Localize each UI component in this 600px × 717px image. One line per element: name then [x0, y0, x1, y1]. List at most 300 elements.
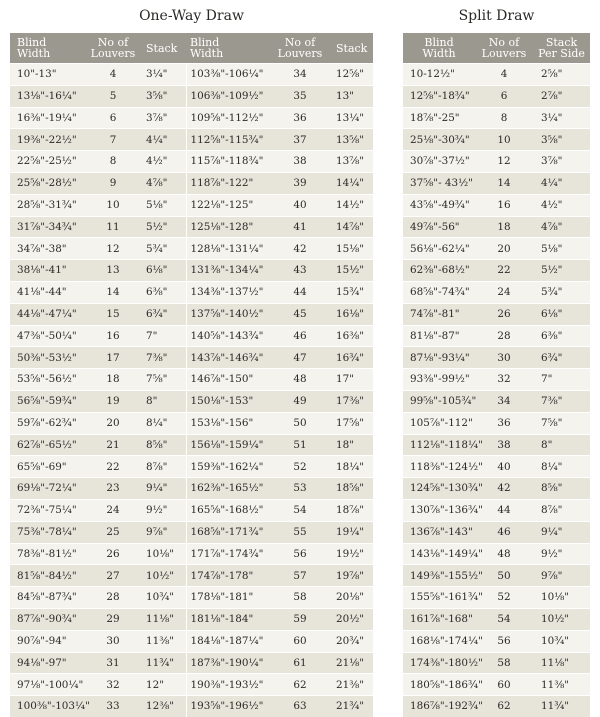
blind-width-cell: 136⅞"-143"	[403, 521, 475, 543]
stack-per-side-cell: 8"	[533, 434, 590, 456]
blind-width-cell: 34⅞"-38"	[10, 238, 88, 260]
table-row	[403, 565, 590, 587]
blind-width-cell: 78⅜"-81½"	[10, 543, 88, 565]
blind-width-cell: 187⅜"-190¼"	[186, 652, 272, 674]
stack-cell: 19½"	[328, 543, 373, 565]
louvers-cell: 36	[475, 412, 533, 434]
stack-cell: 16¾"	[328, 347, 373, 369]
blind-width-cell: 174⅞"-178"	[186, 565, 272, 587]
blind-width-cell: 150⅛"-153"	[186, 390, 272, 412]
louvers-cell: 4	[475, 64, 533, 86]
stack-cell: 13¼"	[328, 107, 373, 129]
table-row	[403, 216, 590, 238]
louvers-cell: 38	[272, 151, 328, 173]
stack-per-side-cell: 8⅞"	[533, 499, 590, 521]
stack-cell: 5¾"	[138, 238, 186, 260]
blind-width-cell: 106⅜"-109½"	[186, 85, 272, 107]
blind-width-cell: 81⅝"-84½"	[10, 565, 88, 587]
stack-per-side-cell: 9¼"	[533, 521, 590, 543]
louvers-cell: 62	[272, 674, 328, 696]
blind-width-cell: 180⅝"-186¾"	[403, 674, 475, 696]
stack-cell: 17⅜"	[328, 390, 373, 412]
table-row	[403, 412, 590, 434]
stack-per-side-cell: 6⅜"	[533, 325, 590, 347]
table-row	[10, 281, 373, 303]
stack-cell: 3⅞"	[138, 107, 186, 129]
table-row	[403, 478, 590, 500]
table-row	[403, 172, 590, 194]
table-row	[10, 325, 373, 347]
blind-width-cell: 143⅛"-149¼"	[403, 543, 475, 565]
louvers-cell: 6	[475, 85, 533, 107]
stack-per-side-cell: 5½"	[533, 260, 590, 282]
louvers-header: No of Louvers	[475, 33, 533, 64]
louvers-cell: 20	[88, 412, 138, 434]
louvers-cell: 43	[272, 260, 328, 282]
blind-width-cell: 165⅝"-168½"	[186, 499, 272, 521]
blind-width-cell: 161⅞"-168"	[403, 608, 475, 630]
blind-width-cell: 53⅝"-56½"	[10, 369, 88, 391]
blind-width-cell: 56⅝"-59¾"	[10, 390, 88, 412]
louvers-cell: 8	[475, 107, 533, 129]
table-row	[403, 696, 590, 717]
table-row	[403, 543, 590, 565]
louvers-cell: 7	[88, 129, 138, 151]
table-row	[10, 608, 373, 630]
table-row	[10, 412, 373, 434]
blind-width-cell: 153⅛"-156"	[186, 412, 272, 434]
louvers-cell: 18	[88, 369, 138, 391]
stack-per-side-cell: 5¾"	[533, 281, 590, 303]
stack-cell: 14¼"	[328, 172, 373, 194]
blind-width-cell: 43⅝"-49¾"	[403, 194, 475, 216]
table-row	[403, 587, 590, 609]
louvers-cell: 6	[88, 107, 138, 129]
louvers-cell: 12	[88, 238, 138, 260]
stack-cell: 7⅜"	[138, 347, 186, 369]
blind-width-cell: 174⅜"-180½"	[403, 652, 475, 674]
louvers-cell: 23	[88, 478, 138, 500]
louvers-cell: 54	[475, 608, 533, 630]
stack-per-side-cell: 5⅛"	[533, 238, 590, 260]
stack-cell: 11¾"	[138, 652, 186, 674]
table-row	[403, 369, 590, 391]
stack-cell: 10½"	[138, 565, 186, 587]
blind-width-cell: 30⅞"-37½"	[403, 151, 475, 173]
louvers-cell: 36	[272, 107, 328, 129]
louvers-cell: 18	[475, 216, 533, 238]
louvers-cell: 56	[272, 543, 328, 565]
stack-cell: 10¾"	[138, 587, 186, 609]
louvers-header: No of Louvers	[88, 33, 138, 64]
blind-width-cell: 103⅜"-106¼"	[186, 64, 272, 86]
table-row	[10, 238, 373, 260]
blind-width-cell: 118⅞"-122"	[186, 172, 272, 194]
stack-cell: 5⅛"	[138, 194, 186, 216]
table-row	[10, 696, 373, 717]
stack-per-side-cell: 4¼"	[533, 172, 590, 194]
louvers-cell: 20	[475, 238, 533, 260]
table-row	[10, 64, 373, 86]
table-header-row	[10, 33, 373, 64]
stack-cell: 14½"	[328, 194, 373, 216]
blind-width-cell: 115⅞"-118¾"	[186, 151, 272, 173]
blind-width-cell: 118⅜"-124½"	[403, 456, 475, 478]
louvers-cell: 14	[475, 172, 533, 194]
blind-width-cell: 140⅝"-143¾"	[186, 325, 272, 347]
stack-cell: 4½"	[138, 151, 186, 173]
table-row	[10, 347, 373, 369]
louvers-cell: 44	[272, 281, 328, 303]
stack-cell: 12"	[138, 674, 186, 696]
stack-cell: 6⅜"	[138, 281, 186, 303]
louvers-cell: 48	[272, 369, 328, 391]
louvers-cell: 14	[88, 281, 138, 303]
blind-width-cell: 93⅜"-99½"	[403, 369, 475, 391]
blind-width-cell: 56⅛"-62¼"	[403, 238, 475, 260]
table-row	[10, 543, 373, 565]
table-row	[10, 630, 373, 652]
stack-per-side-cell: 9⅞"	[533, 565, 590, 587]
blind-width-header: Blind Width	[186, 33, 272, 64]
louvers-cell: 12	[475, 151, 533, 173]
table-row	[10, 216, 373, 238]
louvers-cell: 45	[272, 303, 328, 325]
louvers-cell: 51	[272, 434, 328, 456]
blind-width-cell: 155⅝"-161¾"	[403, 587, 475, 609]
table-row	[403, 674, 590, 696]
louvers-cell: 15	[88, 303, 138, 325]
louvers-cell: 32	[475, 369, 533, 391]
stack-cell: 18¼"	[328, 456, 373, 478]
table-row	[403, 85, 590, 107]
stack-per-side-cell: 6¾"	[533, 347, 590, 369]
table-row	[10, 390, 373, 412]
blind-width-cell: 44⅛"-47¼"	[10, 303, 88, 325]
blind-width-cell: 112⅛"-118¼"	[403, 434, 475, 456]
blind-width-cell: 159⅜"-162¼"	[186, 456, 272, 478]
louvers-cell: 41	[272, 216, 328, 238]
blind-width-cell: 130⅞"-136¾"	[403, 499, 475, 521]
table-row	[10, 303, 373, 325]
stack-per-side-cell: 6⅛"	[533, 303, 590, 325]
louvers-cell: 44	[475, 499, 533, 521]
blind-width-header: Blind Width	[10, 33, 88, 64]
blind-width-header: Blind Width	[403, 33, 475, 64]
blind-width-cell: 193⅝"-196½"	[186, 696, 272, 717]
stack-cell: 19¼"	[328, 521, 373, 543]
table-row	[10, 172, 373, 194]
blind-width-cell: 122⅛"-125"	[186, 194, 272, 216]
table-row	[10, 521, 373, 543]
blind-width-cell: 146⅞"-150"	[186, 369, 272, 391]
table-row	[403, 499, 590, 521]
louvers-cell: 26	[88, 543, 138, 565]
blind-width-cell: 168⅝"-171¾"	[186, 521, 272, 543]
louvers-cell: 40	[475, 456, 533, 478]
stack-cell: 12⅝"	[328, 64, 373, 86]
table-row	[403, 238, 590, 260]
louvers-cell: 42	[475, 478, 533, 500]
blind-width-cell: 72⅜"-75¼"	[10, 499, 88, 521]
stack-per-side-cell: 2⅝"	[533, 64, 590, 86]
stack-per-side-cell: 11¾"	[533, 696, 590, 717]
blind-width-cell: 81⅛"-87"	[403, 325, 475, 347]
blind-width-cell: 10-12½"	[403, 64, 475, 86]
blind-width-cell: 156⅛"-159¼"	[186, 434, 272, 456]
blind-width-cell: 41⅛"-44"	[10, 281, 88, 303]
table-row	[403, 281, 590, 303]
stack-cell: 4⅞"	[138, 172, 186, 194]
louvers-cell: 5	[88, 85, 138, 107]
table-row	[10, 652, 373, 674]
stack-cell: 11⅜"	[138, 630, 186, 652]
louvers-cell: 58	[475, 652, 533, 674]
louvers-cell: 40	[272, 194, 328, 216]
stack-cell: 8⅝"	[138, 434, 186, 456]
louvers-cell: 50	[475, 565, 533, 587]
blind-width-cell: 162⅜"-165½"	[186, 478, 272, 500]
louvers-cell: 31	[88, 652, 138, 674]
blind-width-cell: 112⅝"-115¾"	[186, 129, 272, 151]
blind-width-cell: 68⅝"-74¾"	[403, 281, 475, 303]
stack-per-side-cell: 3⅞"	[533, 151, 590, 173]
blind-width-cell: 149⅜"-155½"	[403, 565, 475, 587]
blind-width-cell: 171⅞"-174¾"	[186, 543, 272, 565]
blind-width-cell: 90⅞"-94"	[10, 630, 88, 652]
stack-per-side-cell: 7⅜"	[533, 390, 590, 412]
louvers-cell: 47	[272, 347, 328, 369]
table-row	[403, 64, 590, 86]
stack-per-side-cell: 7"	[533, 369, 590, 391]
blind-width-cell: 18⅞"-25"	[403, 107, 475, 129]
stack-cell: 17"	[328, 369, 373, 391]
stack-per-side-cell: 4½"	[533, 194, 590, 216]
blind-width-cell: 128⅛"-131¼"	[186, 238, 272, 260]
stack-cell: 15⅛"	[328, 238, 373, 260]
louvers-cell: 9	[88, 172, 138, 194]
stack-per-side-cell: 8⅝"	[533, 478, 590, 500]
blind-width-cell: 87⅞"-90¾"	[10, 608, 88, 630]
blind-width-cell: 13⅛"-16¼"	[10, 85, 88, 107]
louvers-cell: 27	[88, 565, 138, 587]
louvers-cell: 30	[88, 630, 138, 652]
table-row	[10, 565, 373, 587]
stack-per-side-cell: 9½"	[533, 543, 590, 565]
louvers-cell: 24	[88, 499, 138, 521]
stack-per-side-header: Stack Per Side	[533, 33, 590, 64]
stack-per-side-cell: 2⅞"	[533, 85, 590, 107]
louvers-cell: 8	[88, 151, 138, 173]
stack-cell: 21⅛"	[328, 652, 373, 674]
louvers-cell: 17	[88, 347, 138, 369]
louvers-cell: 22	[475, 260, 533, 282]
table-row	[403, 347, 590, 369]
louvers-cell: 52	[475, 587, 533, 609]
one-way-draw-title: One-Way Draw	[139, 8, 244, 24]
blind-width-cell: 87⅛"-93¼"	[403, 347, 475, 369]
blind-width-cell: 25⅝"-28½"	[10, 172, 88, 194]
stack-cell: 11⅛"	[138, 608, 186, 630]
blind-width-cell: 134⅜"-137½"	[186, 281, 272, 303]
louvers-cell: 60	[272, 630, 328, 652]
stack-cell: 7⅝"	[138, 369, 186, 391]
louvers-cell: 61	[272, 652, 328, 674]
louvers-cell: 37	[272, 129, 328, 151]
stack-cell: 13⅝"	[328, 129, 373, 151]
blind-width-cell: 22⅝"-25½"	[10, 151, 88, 173]
louvers-cell: 56	[475, 630, 533, 652]
table-row	[10, 499, 373, 521]
blind-width-cell: 69⅛"-72¼"	[10, 478, 88, 500]
louvers-cell: 16	[88, 325, 138, 347]
blind-width-cell: 10"-13"	[10, 64, 88, 86]
louvers-cell: 32	[88, 674, 138, 696]
louvers-header: No of Louvers	[272, 33, 328, 64]
louvers-cell: 63	[272, 696, 328, 717]
stack-cell: 18"	[328, 434, 373, 456]
stack-cell: 12⅜"	[138, 696, 186, 717]
table-row	[403, 652, 590, 674]
louvers-cell: 16	[475, 194, 533, 216]
louvers-cell: 58	[272, 587, 328, 609]
louvers-cell: 28	[475, 325, 533, 347]
table-row	[403, 260, 590, 282]
louvers-cell: 48	[475, 543, 533, 565]
stack-cell: 3⅝"	[138, 85, 186, 107]
blind-width-cell: 190⅜"-193½"	[186, 674, 272, 696]
stack-cell: 18⅝"	[328, 478, 373, 500]
louvers-cell: 28	[88, 587, 138, 609]
table-row	[10, 194, 373, 216]
stack-cell: 20½"	[328, 608, 373, 630]
stack-per-side-cell: 11⅛"	[533, 652, 590, 674]
blind-width-cell: 84⅝"-87¾"	[10, 587, 88, 609]
split-draw-title: Split Draw	[458, 8, 535, 24]
louvers-cell: 34	[272, 64, 328, 86]
stack-cell: 15¾"	[328, 281, 373, 303]
stack-cell: 5½"	[138, 216, 186, 238]
louvers-cell: 4	[88, 64, 138, 86]
louvers-cell: 39	[272, 172, 328, 194]
blind-width-cell: 178⅛"-181"	[186, 587, 272, 609]
stack-cell: 9½"	[138, 499, 186, 521]
blind-width-cell: 59⅞"-62¾"	[10, 412, 88, 434]
blind-width-cell: 47⅜"-50¼"	[10, 325, 88, 347]
stack-cell: 21¾"	[328, 696, 373, 717]
blind-width-cell: 94⅛"-97"	[10, 652, 88, 674]
stack-per-side-cell: 3⅝"	[533, 129, 590, 151]
table-row	[10, 260, 373, 282]
table-row	[403, 521, 590, 543]
blind-width-cell: 181⅛"-184"	[186, 608, 272, 630]
table-row	[10, 129, 373, 151]
louvers-cell: 10	[475, 129, 533, 151]
louvers-cell: 11	[88, 216, 138, 238]
table-row	[10, 85, 373, 107]
table-row	[403, 107, 590, 129]
blind-width-cell: 25⅛"-30¾"	[403, 129, 475, 151]
table-row	[403, 194, 590, 216]
stack-cell: 18⅞"	[328, 499, 373, 521]
table-row	[10, 587, 373, 609]
blind-width-cell: 125⅛"-128"	[186, 216, 272, 238]
stack-cell: 7"	[138, 325, 186, 347]
stack-per-side-cell: 10¾"	[533, 630, 590, 652]
stack-cell: 3¼"	[138, 64, 186, 86]
blind-width-cell: 137⅝"-140½"	[186, 303, 272, 325]
blind-width-cell: 184⅛"-187¼"	[186, 630, 272, 652]
stack-per-side-cell: 8¼"	[533, 456, 590, 478]
table-row	[403, 129, 590, 151]
louvers-cell: 55	[272, 521, 328, 543]
blind-width-cell: 131⅜"-134¼"	[186, 260, 272, 282]
stack-cell: 10⅛"	[138, 543, 186, 565]
stack-cell: 15½"	[328, 260, 373, 282]
table-row	[10, 478, 373, 500]
table-row	[10, 107, 373, 129]
louvers-cell: 29	[88, 608, 138, 630]
blind-width-cell: 75⅜"-78¼"	[10, 521, 88, 543]
table-row	[403, 630, 590, 652]
louvers-cell: 24	[475, 281, 533, 303]
blind-width-cell: 105⅞"-112"	[403, 412, 475, 434]
table-row	[10, 369, 373, 391]
louvers-cell: 38	[475, 434, 533, 456]
stack-cell: 20⅛"	[328, 587, 373, 609]
louvers-cell: 53	[272, 478, 328, 500]
blind-width-cell: 99⅝"-105¾"	[403, 390, 475, 412]
blind-width-cell: 65⅝"-69"	[10, 456, 88, 478]
blind-width-cell: 143⅞"-146¾"	[186, 347, 272, 369]
table-row	[10, 151, 373, 173]
stack-per-side-cell: 10⅛"	[533, 587, 590, 609]
blind-width-cell: 50⅜"-53½"	[10, 347, 88, 369]
louvers-cell: 52	[272, 456, 328, 478]
louvers-cell: 60	[475, 674, 533, 696]
louvers-cell: 46	[475, 521, 533, 543]
louvers-cell: 57	[272, 565, 328, 587]
stack-cell: 9⅞"	[138, 521, 186, 543]
blind-width-cell: 31⅞"-34¾"	[10, 216, 88, 238]
stack-header: Stack	[328, 33, 373, 64]
blind-width-cell: 109⅝"-112½"	[186, 107, 272, 129]
stack-per-side-cell: 4⅞"	[533, 216, 590, 238]
table-row	[403, 151, 590, 173]
stack-per-side-cell: 7⅝"	[533, 412, 590, 434]
louvers-cell: 10	[88, 194, 138, 216]
stack-cell: 6⅛"	[138, 260, 186, 282]
blind-width-cell: 62⅜"-68½"	[403, 260, 475, 282]
table-row	[403, 456, 590, 478]
stack-cell: 8⅞"	[138, 456, 186, 478]
split-draw-table	[403, 33, 590, 717]
table-row	[403, 390, 590, 412]
stack-cell: 8"	[138, 390, 186, 412]
louvers-cell: 59	[272, 608, 328, 630]
blind-width-cell: 97⅛"-100¼"	[10, 674, 88, 696]
blind-width-cell: 74⅞"-81"	[403, 303, 475, 325]
stack-cell: 6¾"	[138, 303, 186, 325]
stack-cell: 21⅜"	[328, 674, 373, 696]
stack-cell: 8¼"	[138, 412, 186, 434]
blind-width-cell: 100⅜"-103¼"	[10, 696, 88, 717]
table-row	[403, 325, 590, 347]
louvers-cell: 34	[475, 390, 533, 412]
stack-header: Stack	[138, 33, 186, 64]
louvers-cell: 22	[88, 456, 138, 478]
stack-cell: 9¼"	[138, 478, 186, 500]
